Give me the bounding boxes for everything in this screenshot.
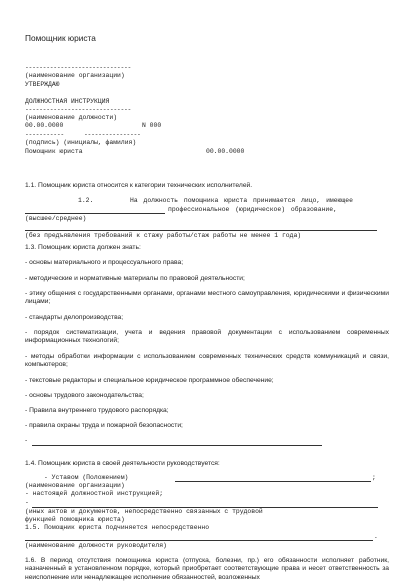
- paragraph-1-1: 1.1. Помощник юриста относится к категории технических исполнителей.: [25, 182, 253, 189]
- guide-acts-caption: (иных актов и документов, непосредственно связанных с трудовой: [25, 508, 263, 515]
- role-label: Помощник юриста: [25, 148, 83, 155]
- guide-charter-end: ;: [372, 474, 376, 481]
- know-item-8: - основы трудового законодательства;: [25, 392, 144, 399]
- guide-this-instruction: - настоящей должностной инструкцией;: [25, 490, 164, 497]
- paragraph-1-5-end: .: [374, 533, 378, 540]
- guide-charter: - Уставом (Положением): [44, 474, 129, 481]
- guide-dash: -: [25, 499, 29, 506]
- order-date: 00.00.0000: [25, 122, 64, 129]
- education-level-caption: (высшее/среднее): [25, 215, 87, 222]
- paragraph-1-3: 1.3. Помощник юриста должен знать:: [25, 244, 141, 251]
- guide-acts-caption-2: функцией помощника юриста): [25, 516, 125, 523]
- position-line: ------------------------------: [25, 106, 132, 113]
- signature-line: -----------: [25, 131, 64, 138]
- paragraph-1-6: 1.6. В период отсутствия помощника юриста (отпуска, болезни, пр.) его обязанности исполняет работник, назначенный в установленном порядке, который приобретает соответствующие права и несет ответственность за неисполнение или ненадлежащее исполнение обязанностей, возложенных: [25, 557, 389, 581]
- know-item-11: -: [25, 437, 28, 444]
- know-item-6: - методы обработки информации с использованием современных технических средств коммуникаций и связи, компьютеров;: [25, 353, 389, 369]
- know-extra-blank: [32, 445, 322, 446]
- know-item-9: - Правила внутреннего трудового распорядка;: [25, 407, 169, 414]
- know-item-7: - текстовые редакторы и специальное юридическое программное обеспечение;: [25, 377, 274, 384]
- guide-org-caption: (наименование организации): [25, 482, 125, 489]
- know-item-4: - стандарты делопроизводства;: [25, 314, 124, 321]
- know-item-1: - основы материального и процессуального права;: [25, 259, 184, 266]
- education-text: профессиональное (юридическое) образование,: [168, 206, 337, 213]
- signature-caption: (подпись) (инициалы, фамилия): [25, 139, 137, 146]
- organization-blank: [175, 481, 371, 482]
- name-line: ----------------: [84, 131, 141, 138]
- experience-blank: [25, 230, 377, 231]
- head-position-blank: [25, 540, 373, 541]
- org-line: ------------------------------: [25, 64, 132, 71]
- document-title: Помощник юриста: [25, 33, 96, 43]
- org-caption: (наименование организации): [25, 72, 125, 79]
- paragraph-1-4: 1.4. Помощник юриста в своей деятельности руководствуется:: [25, 460, 220, 467]
- know-item-2: - методические и нормативные материалы по правовой деятельности;: [25, 275, 245, 282]
- role-date: 00.00.0000: [206, 148, 245, 155]
- paragraph-1-2-number: 1.2.: [78, 197, 94, 204]
- order-number: N 000: [142, 122, 162, 129]
- position-caption: (наименование должности): [25, 114, 118, 121]
- education-level-blank: [25, 213, 165, 214]
- know-item-5: - порядок систематизации, учета и ведения правовой документации с использованием современных информационных технологий;: [25, 329, 389, 345]
- know-item-10: - правила охраны труда и пожарной безопасности;: [25, 422, 183, 429]
- paragraph-1-2-text: На должность помощника юриста принимается лицо, имеющее: [130, 197, 353, 204]
- instruction-label: ДОЛЖНОСТНАЯ ИНСТРУКЦИЯ: [25, 98, 110, 105]
- experience-caption: (без предъявления требований к стажу работы/стаж работы не менее 1 года): [25, 232, 302, 239]
- approve-label: УТВЕРЖДАЮ: [25, 81, 60, 88]
- paragraph-1-5: 1.5. Помощник юриста подчиняется непосредственно: [25, 524, 210, 531]
- know-item-3: - этику общения с государственными органами, органами местного самоуправления, юридическими и физическими лицами;: [25, 290, 389, 306]
- head-position-caption: (наименование должности руководителя): [25, 542, 167, 549]
